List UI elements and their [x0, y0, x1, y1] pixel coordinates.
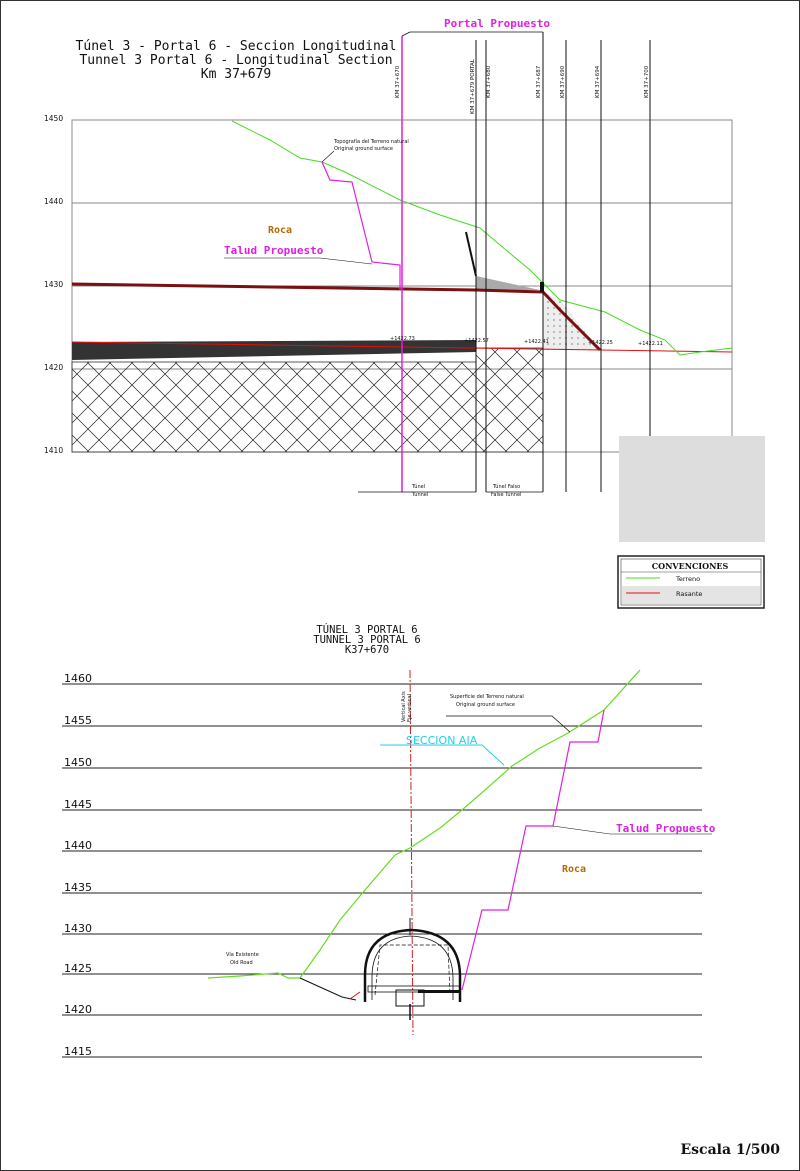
top-elev-1420: 1420 [44, 363, 64, 372]
old-road-es-label: Vía Existente [226, 952, 259, 958]
ground-label-es: Topografía del Terreno natural [334, 139, 409, 145]
bottom-elev-1435: 1435 [64, 881, 92, 894]
false-tunnel-en-label: False Tunnel [491, 492, 522, 498]
grade-value-3: +1422.41 [524, 339, 549, 345]
grade-value-1: +1422.73 [390, 336, 415, 342]
old-road-en-label: Old Road [230, 960, 253, 966]
station-37700: KM 37+700 [644, 65, 650, 98]
tunnel-en-label: Tunnel [412, 492, 429, 498]
old-road-red [350, 992, 360, 999]
station-37679: KM 37+679 PORTAL [470, 59, 476, 114]
bottom-elev-1440: 1440 [64, 839, 92, 852]
hatched-foundation [72, 340, 543, 452]
station-labels [395, 58, 650, 114]
bottom-title-line-3: K37+670 [344, 644, 390, 656]
ground-leader [322, 151, 334, 162]
bottom-ground-label-en: Original ground surface [456, 702, 515, 708]
bottom-rock-label: Roca [562, 864, 587, 875]
station-37687: KM 37+687 [536, 65, 542, 98]
station-37680: KM 37+680 [486, 65, 492, 98]
section-aia-leader [380, 745, 504, 765]
terrain-line [232, 121, 732, 355]
section-aia-label: SECCION AIA [406, 734, 478, 747]
legend-grade-label: Rasante [676, 590, 703, 598]
bottom-elevation-labels [64, 672, 92, 1058]
top-slope-leader [224, 258, 372, 264]
station-37670: KM 37+670 [395, 65, 401, 98]
top-title-line-2: Tunnel 3 Portal 6 - Longitudinal Section [79, 53, 393, 68]
grade-value-4: +1422.25 [588, 340, 613, 346]
station-37694: KM 37+694 [595, 65, 601, 98]
bottom-ground-leader [446, 716, 570, 732]
ground-label-en: Original ground surface [334, 146, 393, 152]
station-37690: KM 37+690 [560, 65, 566, 98]
top-title-line-3: Km 37+679 [200, 67, 272, 82]
tunnel-labels [411, 483, 521, 498]
bottom-elev-1460: 1460 [64, 672, 92, 685]
bottom-elev-1420: 1420 [64, 1003, 92, 1016]
legend-title: CONVENCIONES [651, 561, 729, 571]
top-elev-1450: 1450 [44, 114, 64, 123]
bottom-ground-label-es: Superficie del Terreno natural [450, 694, 524, 700]
legend-terrain-label: Terreno [676, 575, 701, 583]
bottom-elev-1445: 1445 [64, 798, 92, 811]
axis-label-en: Eje vertical [407, 694, 413, 722]
false-tunnel-es-label: Túnel Falso [493, 484, 521, 490]
proposed-slope-line [322, 162, 400, 290]
top-elev-1410: 1410 [44, 446, 64, 455]
bottom-elev-1415: 1415 [64, 1045, 92, 1058]
bottom-title [313, 623, 420, 656]
scale-label: Escala 1/500 [680, 1142, 780, 1158]
bottom-title-line-2: TUNNEL 3 PORTAL 6 [313, 634, 421, 646]
top-elev-1430: 1430 [44, 280, 64, 289]
grade-value-2: +1422.57 [464, 338, 489, 344]
top-elev-1440: 1440 [44, 197, 64, 206]
top-slope-label: Talud Propuesto [224, 244, 324, 257]
grade-value-5: +1422.11 [638, 341, 663, 347]
bottom-elev-1425: 1425 [64, 962, 92, 975]
bottom-slope-label: Talud Propuesto [616, 822, 716, 835]
axis-label-es: Vertical Axis [401, 691, 407, 722]
legend-box [618, 556, 764, 608]
top-title-line-1: Túnel 3 - Portal 6 - Seccion Longitudinal [75, 39, 397, 54]
bottom-elev-1450: 1450 [64, 756, 92, 769]
top-rock-label: Roca [268, 225, 293, 236]
top-title [76, 39, 397, 82]
grey-block [619, 436, 765, 542]
portal-proposed-label: Portal Propuesto [444, 17, 550, 30]
bottom-elev-1455: 1455 [64, 714, 92, 727]
vertical-axis-line [410, 670, 413, 1035]
old-road-line [300, 978, 356, 1000]
bottom-title-line-1: TÚNEL 3 PORTAL 6 [316, 624, 418, 636]
top-elevation-labels [44, 114, 63, 455]
bottom-elev-1430: 1430 [64, 922, 92, 935]
tunnel-es-label: Túnel [412, 484, 426, 490]
